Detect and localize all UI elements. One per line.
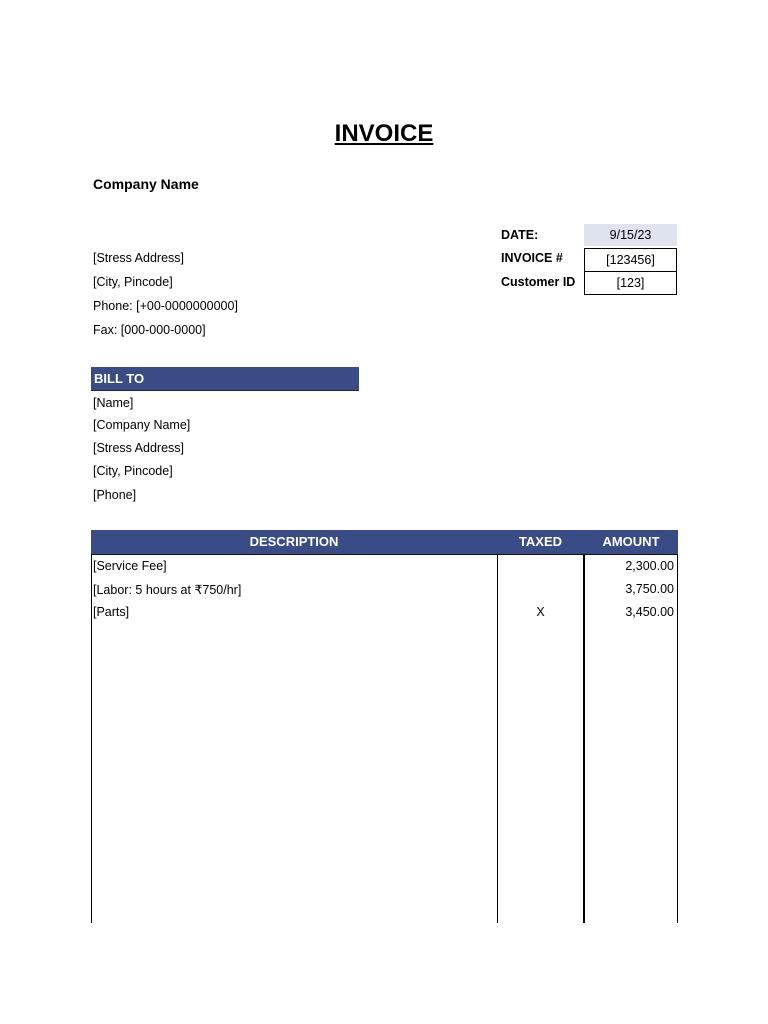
description-header: DESCRIPTION — [249, 534, 339, 549]
table-border-right — [677, 555, 678, 923]
bill-to-name: [Name] — [93, 396, 134, 410]
invoice-number-value[interactable]: [123456] — [584, 248, 677, 272]
company-name: Company Name — [93, 176, 199, 192]
row-description: [Parts] — [93, 605, 130, 619]
company-phone: Phone: [+00-0000000000] — [93, 299, 238, 313]
row-amount: 3,750.00 — [625, 582, 674, 596]
items-table-header — [91, 530, 678, 555]
invoice-number-label: INVOICE # — [501, 251, 563, 265]
customer-id-label: Customer ID — [501, 275, 576, 289]
table-border-left — [91, 555, 92, 923]
bill-to-street: [Stress Address] — [93, 441, 185, 455]
amount-header: AMOUNT — [602, 534, 660, 549]
row-taxed: X — [536, 605, 545, 619]
invoice-title: INVOICE — [334, 120, 434, 147]
row-description: [Service Fee] — [93, 559, 167, 573]
company-city: [City, Pincode] — [93, 275, 173, 289]
date-label: DATE: — [501, 228, 539, 242]
company-street: [Stress Address] — [93, 251, 185, 265]
row-amount: 3,450.00 — [625, 605, 674, 619]
company-fax: Fax: [000-000-0000] — [93, 323, 206, 337]
bill-to-phone: [Phone] — [93, 488, 137, 502]
bill-to-company: [Company Name] — [93, 418, 191, 432]
table-divider-amount — [583, 555, 585, 923]
bill-to-heading: BILL TO — [91, 367, 359, 391]
taxed-header: TAXED — [518, 534, 563, 549]
date-value[interactable]: 9/15/23 — [584, 224, 677, 246]
customer-id-value[interactable]: [123] — [584, 271, 677, 295]
row-amount: 2,300.00 — [625, 559, 674, 573]
row-description: [Labor: 5 hours at ₹750/hr] — [93, 583, 242, 597]
bill-to-city: [City, Pincode] — [93, 464, 173, 478]
